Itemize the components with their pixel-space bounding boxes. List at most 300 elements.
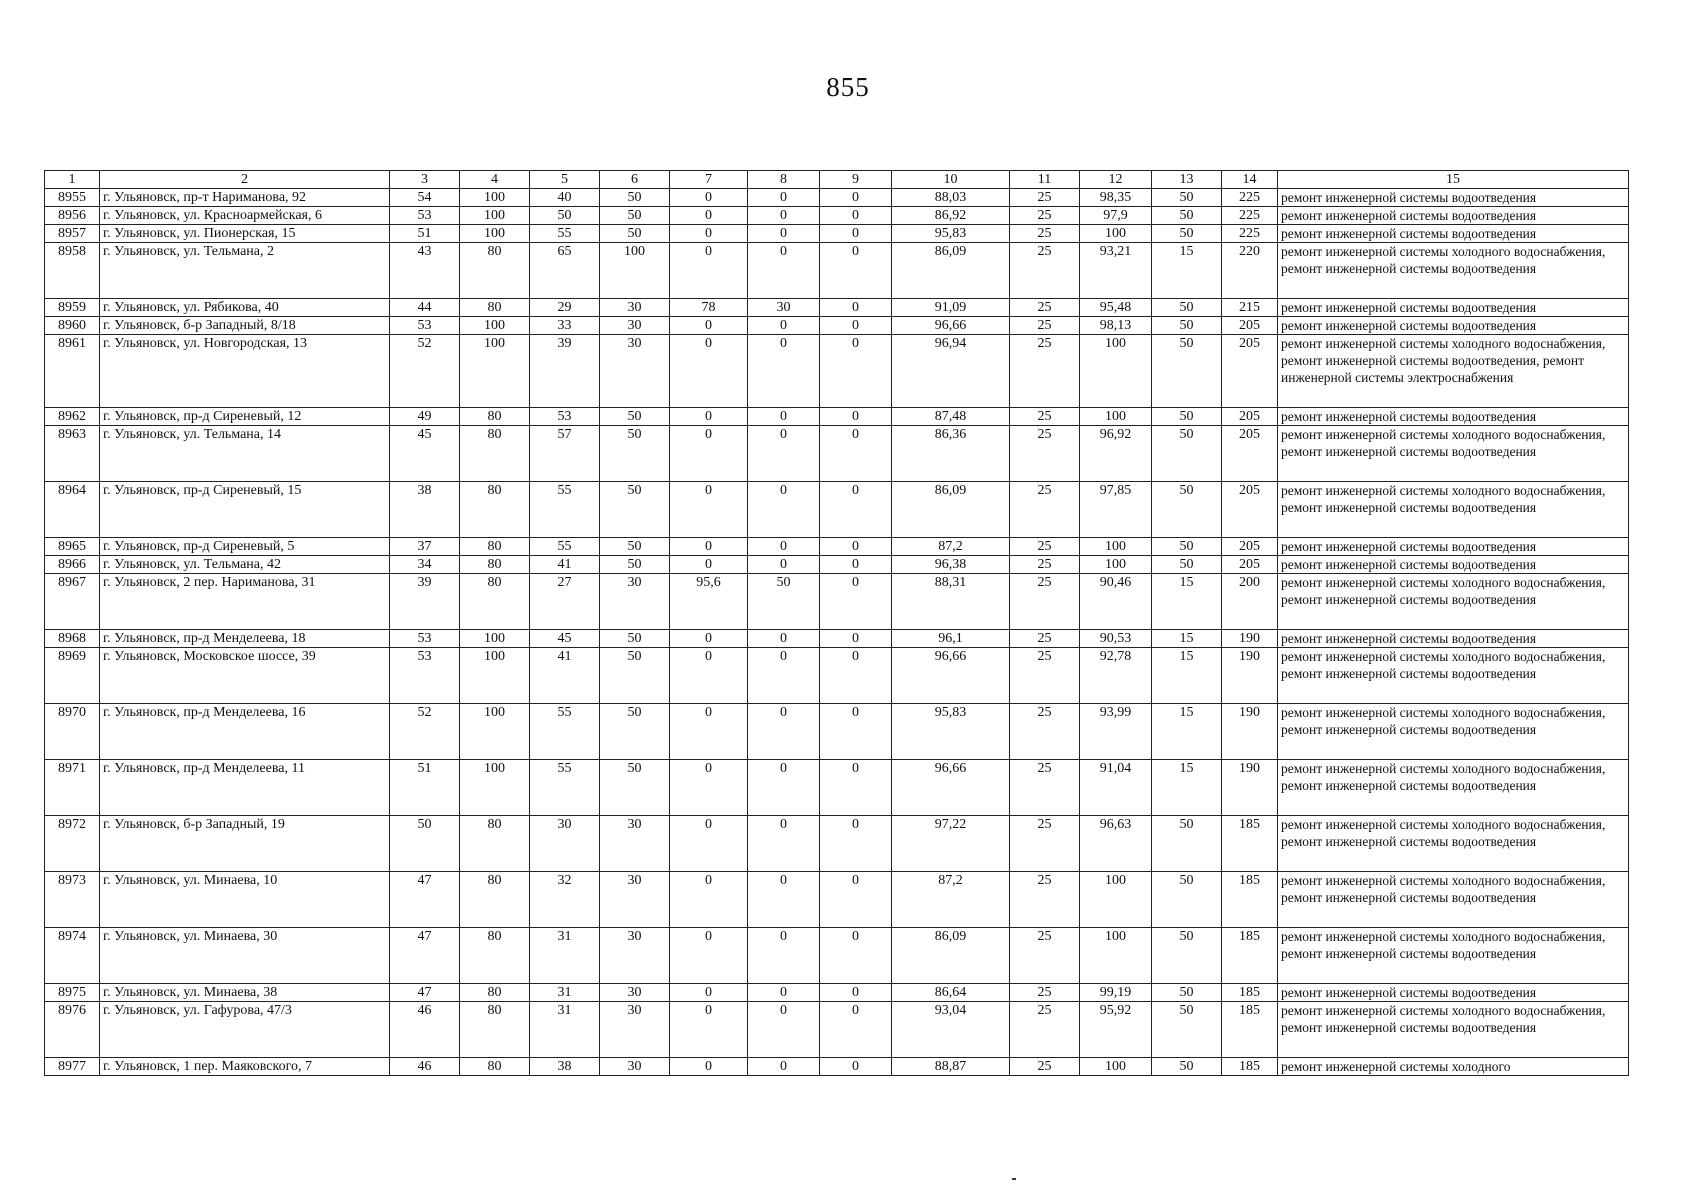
cell-total-score: 185	[1222, 872, 1278, 928]
cell-col-6: 50	[600, 482, 670, 538]
cell-col-6: 50	[600, 630, 670, 648]
cell-work-description: ремонт инженерной системы водоотведения	[1278, 556, 1629, 574]
cell-total-score: 185	[1222, 1002, 1278, 1058]
column-header: 5	[530, 171, 600, 189]
cell-col-4: 100	[460, 760, 530, 816]
cell-col-8: 0	[748, 482, 820, 538]
cell-col-7: 0	[670, 704, 748, 760]
cell-col-11: 25	[1010, 482, 1080, 538]
cell-work-description: ремонт инженерной системы холодного водоснабжения, ремонт инженерной системы водоотведения	[1278, 760, 1629, 816]
cell-col-10: 86,92	[892, 207, 1010, 225]
cell-col-7: 0	[670, 335, 748, 408]
cell-col-11: 25	[1010, 1058, 1080, 1076]
cell-col-4: 80	[460, 872, 530, 928]
cell-col-12: 98,35	[1080, 189, 1152, 207]
cell-col-10: 88,03	[892, 189, 1010, 207]
cell-col-5: 31	[530, 1002, 600, 1058]
page-number: 855	[826, 72, 870, 102]
cell-total-score: 215	[1222, 299, 1278, 317]
cell-address: г. Ульяновск, ул. Новгородская, 13	[100, 335, 390, 408]
cell-address: г. Ульяновск, пр-т Нариманова, 92	[100, 189, 390, 207]
cell-col-4: 100	[460, 207, 530, 225]
cell-col-13: 15	[1152, 630, 1222, 648]
cell-col-12: 97,9	[1080, 207, 1152, 225]
cell-col-13: 15	[1152, 243, 1222, 299]
cell-col-4: 80	[460, 928, 530, 984]
cell-col-13: 50	[1152, 556, 1222, 574]
table-row	[45, 243, 1629, 299]
cell-col-9: 0	[820, 317, 892, 335]
cell-col-5: 32	[530, 872, 600, 928]
cell-col-4: 80	[460, 408, 530, 426]
cell-col-13: 50	[1152, 426, 1222, 482]
cell-total-score: 225	[1222, 207, 1278, 225]
cell-col-13: 15	[1152, 574, 1222, 630]
cell-col-7: 0	[670, 872, 748, 928]
cell-col-8: 0	[748, 335, 820, 408]
cell-col-8: 0	[748, 317, 820, 335]
cell-col-4: 100	[460, 317, 530, 335]
cell-address: г. Ульяновск, пр-д Менделеева, 18	[100, 630, 390, 648]
cell-address: г. Ульяновск, ул. Минаева, 10	[100, 872, 390, 928]
column-header: 7	[670, 171, 748, 189]
cell-col-9: 0	[820, 207, 892, 225]
cell-col-11: 25	[1010, 704, 1080, 760]
cell-col-3: 47	[390, 872, 460, 928]
cell-col-12: 100	[1080, 538, 1152, 556]
cell-col-8: 0	[748, 984, 820, 1002]
table-row	[45, 816, 1629, 872]
cell-address: г. Ульяновск, Московское шоссе, 39	[100, 648, 390, 704]
cell-col-5: 45	[530, 630, 600, 648]
cell-col-6: 30	[600, 1002, 670, 1058]
cell-col-7: 95,6	[670, 574, 748, 630]
cell-col-3: 53	[390, 630, 460, 648]
cell-work-description: ремонт инженерной системы холодного водоснабжения, ремонт инженерной системы водоотведения	[1278, 928, 1629, 984]
cell-col-5: 65	[530, 243, 600, 299]
column-header: 14	[1222, 171, 1278, 189]
cell-col-4: 100	[460, 225, 530, 243]
cell-col-8: 0	[748, 426, 820, 482]
cell-col-13: 15	[1152, 760, 1222, 816]
cell-address: г. Ульяновск, 1 пер. Маяковского, 7	[100, 1058, 390, 1076]
cell-total-score: 190	[1222, 630, 1278, 648]
cell-col-9: 0	[820, 426, 892, 482]
cell-address: г. Ульяновск, ул. Тельмана, 14	[100, 426, 390, 482]
cell-address: г. Ульяновск, ул. Минаева, 30	[100, 928, 390, 984]
table-row	[45, 1002, 1629, 1058]
cell-col-5: 55	[530, 704, 600, 760]
cell-total-score: 190	[1222, 760, 1278, 816]
cell-col-7: 0	[670, 317, 748, 335]
column-header: 6	[600, 171, 670, 189]
cell-col-13: 50	[1152, 538, 1222, 556]
cell-col-5: 33	[530, 317, 600, 335]
cell-col-4: 80	[460, 538, 530, 556]
cell-col-9: 0	[820, 243, 892, 299]
cell-col-10: 96,66	[892, 648, 1010, 704]
cell-col-7: 0	[670, 225, 748, 243]
cell-col-5: 55	[530, 482, 600, 538]
cell-col-12: 100	[1080, 928, 1152, 984]
table-row	[45, 189, 1629, 207]
cell-col-3: 46	[390, 1058, 460, 1076]
cell-col-3: 53	[390, 317, 460, 335]
cell-col-4: 100	[460, 335, 530, 408]
cell-col-10: 93,04	[892, 1002, 1010, 1058]
cell-col-4: 100	[460, 189, 530, 207]
cell-address: г. Ульяновск, ул. Минаева, 38	[100, 984, 390, 1002]
cell-col-6: 100	[600, 243, 670, 299]
cell-col-3: 47	[390, 984, 460, 1002]
cell-row-number: 8965	[45, 538, 100, 556]
cell-row-number: 8970	[45, 704, 100, 760]
cell-work-description: ремонт инженерной системы водоотведения	[1278, 189, 1629, 207]
column-header: 12	[1080, 171, 1152, 189]
cell-col-3: 47	[390, 928, 460, 984]
cell-col-7: 0	[670, 1058, 748, 1076]
cell-col-5: 41	[530, 648, 600, 704]
cell-col-5: 55	[530, 538, 600, 556]
cell-col-3: 45	[390, 426, 460, 482]
table-row	[45, 760, 1629, 816]
cell-col-5: 29	[530, 299, 600, 317]
cell-col-6: 50	[600, 556, 670, 574]
cell-col-7: 0	[670, 538, 748, 556]
cell-work-description: ремонт инженерной системы холодного водоснабжения, ремонт инженерной системы водоотведения	[1278, 704, 1629, 760]
cell-col-7: 0	[670, 648, 748, 704]
cell-col-7: 0	[670, 243, 748, 299]
cell-col-11: 25	[1010, 335, 1080, 408]
cell-col-8: 0	[748, 648, 820, 704]
column-header: 11	[1010, 171, 1080, 189]
cell-row-number: 8962	[45, 408, 100, 426]
cell-col-9: 0	[820, 574, 892, 630]
cell-col-8: 50	[748, 574, 820, 630]
cell-work-description: ремонт инженерной системы водоотведения	[1278, 299, 1629, 317]
cell-col-12: 97,85	[1080, 482, 1152, 538]
cell-col-9: 0	[820, 408, 892, 426]
cell-address: г. Ульяновск, пр-д Менделеева, 11	[100, 760, 390, 816]
cell-address: г. Ульяновск, 2 пер. Нариманова, 31	[100, 574, 390, 630]
cell-work-description: ремонт инженерной системы холодного водоснабжения, ремонт инженерной системы водоотведения	[1278, 426, 1629, 482]
cell-row-number: 8958	[45, 243, 100, 299]
cell-col-5: 31	[530, 928, 600, 984]
table-body	[45, 189, 1629, 1076]
cell-col-13: 50	[1152, 317, 1222, 335]
cell-row-number: 8975	[45, 984, 100, 1002]
cell-col-11: 25	[1010, 1002, 1080, 1058]
cell-row-number: 8974	[45, 928, 100, 984]
cell-col-5: 50	[530, 207, 600, 225]
cell-row-number: 8971	[45, 760, 100, 816]
cell-col-5: 39	[530, 335, 600, 408]
cell-col-12: 96,63	[1080, 816, 1152, 872]
cell-col-10: 96,66	[892, 317, 1010, 335]
cell-work-description: ремонт инженерной системы водоотведения	[1278, 317, 1629, 335]
cell-col-8: 0	[748, 1002, 820, 1058]
cell-col-7: 0	[670, 928, 748, 984]
cell-col-11: 25	[1010, 225, 1080, 243]
cell-col-9: 0	[820, 816, 892, 872]
cell-col-12: 100	[1080, 225, 1152, 243]
column-header: 9	[820, 171, 892, 189]
cell-col-12: 90,53	[1080, 630, 1152, 648]
cell-col-7: 0	[670, 816, 748, 872]
cell-col-10: 95,83	[892, 225, 1010, 243]
cell-col-8: 0	[748, 408, 820, 426]
cell-total-score: 205	[1222, 538, 1278, 556]
cell-col-5: 55	[530, 760, 600, 816]
cell-col-12: 93,99	[1080, 704, 1152, 760]
column-header: 1	[45, 171, 100, 189]
cell-col-10: 91,09	[892, 299, 1010, 317]
cell-col-3: 51	[390, 225, 460, 243]
cell-col-9: 0	[820, 704, 892, 760]
cell-col-3: 51	[390, 760, 460, 816]
cell-col-11: 25	[1010, 760, 1080, 816]
cell-work-description: ремонт инженерной системы холодного водоснабжения, ремонт инженерной системы водоотведения	[1278, 872, 1629, 928]
cell-col-9: 0	[820, 928, 892, 984]
cell-col-10: 88,87	[892, 1058, 1010, 1076]
cell-col-3: 52	[390, 704, 460, 760]
cell-col-7: 0	[670, 207, 748, 225]
cell-col-4: 80	[460, 574, 530, 630]
cell-col-13: 15	[1152, 648, 1222, 704]
cell-row-number: 8972	[45, 816, 100, 872]
cell-total-score: 185	[1222, 1058, 1278, 1076]
cell-col-10: 86,09	[892, 243, 1010, 299]
cell-col-10: 95,83	[892, 704, 1010, 760]
cell-col-4: 80	[460, 984, 530, 1002]
cell-col-9: 0	[820, 538, 892, 556]
cell-col-12: 98,13	[1080, 317, 1152, 335]
cell-work-description: ремонт инженерной системы водоотведения	[1278, 984, 1629, 1002]
cell-col-5: 31	[530, 984, 600, 1002]
cell-col-11: 25	[1010, 189, 1080, 207]
cell-address: г. Ульяновск, пр-д Сиреневый, 15	[100, 482, 390, 538]
cell-col-8: 0	[748, 872, 820, 928]
cell-col-4: 100	[460, 704, 530, 760]
cell-col-11: 25	[1010, 556, 1080, 574]
cell-row-number: 8963	[45, 426, 100, 482]
cell-col-13: 50	[1152, 984, 1222, 1002]
cell-col-8: 0	[748, 760, 820, 816]
table-row	[45, 408, 1629, 426]
cell-col-12: 99,19	[1080, 984, 1152, 1002]
cell-col-6: 50	[600, 189, 670, 207]
cell-col-12: 100	[1080, 335, 1152, 408]
cell-col-8: 0	[748, 207, 820, 225]
cell-col-11: 25	[1010, 872, 1080, 928]
cell-col-6: 50	[600, 760, 670, 816]
cell-col-7: 0	[670, 556, 748, 574]
cell-row-number: 8977	[45, 1058, 100, 1076]
cell-col-6: 50	[600, 426, 670, 482]
cell-total-score: 190	[1222, 648, 1278, 704]
cell-col-12: 92,78	[1080, 648, 1152, 704]
cell-col-12: 100	[1080, 408, 1152, 426]
cell-col-10: 97,22	[892, 816, 1010, 872]
cell-col-7: 0	[670, 984, 748, 1002]
cell-col-9: 0	[820, 1058, 892, 1076]
cell-col-7: 0	[670, 1002, 748, 1058]
table-row	[45, 872, 1629, 928]
cell-col-11: 25	[1010, 426, 1080, 482]
cell-address: г. Ульяновск, пр-д Сиреневый, 5	[100, 538, 390, 556]
cell-col-6: 30	[600, 299, 670, 317]
table-row	[45, 225, 1629, 243]
cell-total-score: 185	[1222, 816, 1278, 872]
table-row	[45, 984, 1629, 1002]
column-header: 13	[1152, 171, 1222, 189]
cell-col-13: 50	[1152, 299, 1222, 317]
cell-work-description: ремонт инженерной системы холодного	[1278, 1058, 1629, 1076]
cell-work-description: ремонт инженерной системы холодного водоснабжения, ремонт инженерной системы водоотведения, ремонт инженерной системы электроснабжения	[1278, 335, 1629, 408]
cell-col-10: 96,94	[892, 335, 1010, 408]
table-row	[45, 556, 1629, 574]
cell-work-description: ремонт инженерной системы водоотведения	[1278, 538, 1629, 556]
column-header: 4	[460, 171, 530, 189]
cell-col-10: 96,38	[892, 556, 1010, 574]
cell-work-description: ремонт инженерной системы холодного водоснабжения, ремонт инженерной системы водоотведения	[1278, 648, 1629, 704]
cell-col-9: 0	[820, 984, 892, 1002]
cell-col-10: 96,1	[892, 630, 1010, 648]
cell-col-8: 0	[748, 556, 820, 574]
cell-col-11: 25	[1010, 630, 1080, 648]
cell-col-3: 53	[390, 207, 460, 225]
cell-col-4: 100	[460, 648, 530, 704]
cell-col-11: 25	[1010, 538, 1080, 556]
registry-table	[44, 170, 1629, 1076]
cell-col-9: 0	[820, 189, 892, 207]
column-header: 2	[100, 171, 390, 189]
cell-col-3: 53	[390, 648, 460, 704]
cell-total-score: 185	[1222, 928, 1278, 984]
table-row	[45, 704, 1629, 760]
cell-col-5: 57	[530, 426, 600, 482]
cell-row-number: 8956	[45, 207, 100, 225]
cell-col-10: 86,09	[892, 482, 1010, 538]
column-header: 8	[748, 171, 820, 189]
cell-col-10: 86,36	[892, 426, 1010, 482]
cell-col-3: 50	[390, 816, 460, 872]
table-row	[45, 538, 1629, 556]
cell-col-7: 78	[670, 299, 748, 317]
cell-work-description: ремонт инженерной системы холодного водоснабжения, ремонт инженерной системы водоотведения	[1278, 1002, 1629, 1058]
cell-col-13: 50	[1152, 816, 1222, 872]
cell-col-6: 30	[600, 335, 670, 408]
cell-row-number: 8967	[45, 574, 100, 630]
cell-address: г. Ульяновск, ул. Красноармейская, 6	[100, 207, 390, 225]
cell-col-13: 50	[1152, 225, 1222, 243]
cell-col-9: 0	[820, 482, 892, 538]
cell-address: г. Ульяновск, пр-д Сиреневый, 12	[100, 408, 390, 426]
cell-row-number: 8966	[45, 556, 100, 574]
cell-col-3: 37	[390, 538, 460, 556]
cell-row-number: 8964	[45, 482, 100, 538]
cell-col-13: 50	[1152, 1002, 1222, 1058]
cell-col-4: 80	[460, 299, 530, 317]
table-row	[45, 207, 1629, 225]
cell-col-4: 80	[460, 816, 530, 872]
cell-address: г. Ульяновск, б-р Западный, 8/18	[100, 317, 390, 335]
cell-col-3: 54	[390, 189, 460, 207]
cell-row-number: 8976	[45, 1002, 100, 1058]
cell-col-3: 43	[390, 243, 460, 299]
cell-row-number: 8957	[45, 225, 100, 243]
cell-col-13: 50	[1152, 408, 1222, 426]
cell-total-score: 190	[1222, 704, 1278, 760]
cell-col-3: 38	[390, 482, 460, 538]
column-header: 10	[892, 171, 1010, 189]
cell-col-8: 0	[748, 816, 820, 872]
cell-col-5: 30	[530, 816, 600, 872]
cell-address: г. Ульяновск, ул. Пионерская, 15	[100, 225, 390, 243]
table-row	[45, 574, 1629, 630]
cell-col-11: 25	[1010, 816, 1080, 872]
cell-col-12: 96,92	[1080, 426, 1152, 482]
cell-col-5: 41	[530, 556, 600, 574]
table-row	[45, 630, 1629, 648]
cell-col-11: 25	[1010, 984, 1080, 1002]
cell-col-4: 80	[460, 1058, 530, 1076]
column-header: 3	[390, 171, 460, 189]
cell-address: г. Ульяновск, пр-д Менделеева, 16	[100, 704, 390, 760]
cell-col-12: 95,92	[1080, 1002, 1152, 1058]
table-row	[45, 335, 1629, 408]
cell-col-5: 55	[530, 225, 600, 243]
cell-total-score: 205	[1222, 317, 1278, 335]
cell-col-5: 38	[530, 1058, 600, 1076]
cell-row-number: 8961	[45, 335, 100, 408]
cell-row-number: 8969	[45, 648, 100, 704]
cell-col-9: 0	[820, 556, 892, 574]
cell-col-6: 50	[600, 207, 670, 225]
cell-col-11: 25	[1010, 648, 1080, 704]
cell-work-description: ремонт инженерной системы холодного водоснабжения, ремонт инженерной системы водоотведения	[1278, 243, 1629, 299]
cell-col-12: 91,04	[1080, 760, 1152, 816]
cell-col-8: 0	[748, 1058, 820, 1076]
cell-col-6: 30	[600, 317, 670, 335]
cell-col-8: 0	[748, 538, 820, 556]
cell-address: г. Ульяновск, б-р Западный, 19	[100, 816, 390, 872]
table-row	[45, 299, 1629, 317]
cell-col-6: 30	[600, 574, 670, 630]
table-row	[45, 648, 1629, 704]
cell-total-score: 200	[1222, 574, 1278, 630]
cell-col-9: 0	[820, 299, 892, 317]
cell-col-10: 88,31	[892, 574, 1010, 630]
cell-col-7: 0	[670, 408, 748, 426]
cell-total-score: 205	[1222, 482, 1278, 538]
cell-col-11: 25	[1010, 574, 1080, 630]
cell-col-3: 52	[390, 335, 460, 408]
cell-col-4: 80	[460, 556, 530, 574]
cell-col-6: 30	[600, 928, 670, 984]
cell-col-10: 96,66	[892, 760, 1010, 816]
cell-col-12: 100	[1080, 1058, 1152, 1076]
cell-col-12: 90,46	[1080, 574, 1152, 630]
cell-col-6: 30	[600, 984, 670, 1002]
cell-col-7: 0	[670, 760, 748, 816]
cell-col-13: 50	[1152, 207, 1222, 225]
cell-row-number: 8973	[45, 872, 100, 928]
cell-col-8: 0	[748, 243, 820, 299]
cell-work-description: ремонт инженерной системы холодного водоснабжения, ремонт инженерной системы водоотведения	[1278, 574, 1629, 630]
cell-col-12: 100	[1080, 872, 1152, 928]
cell-col-3: 34	[390, 556, 460, 574]
